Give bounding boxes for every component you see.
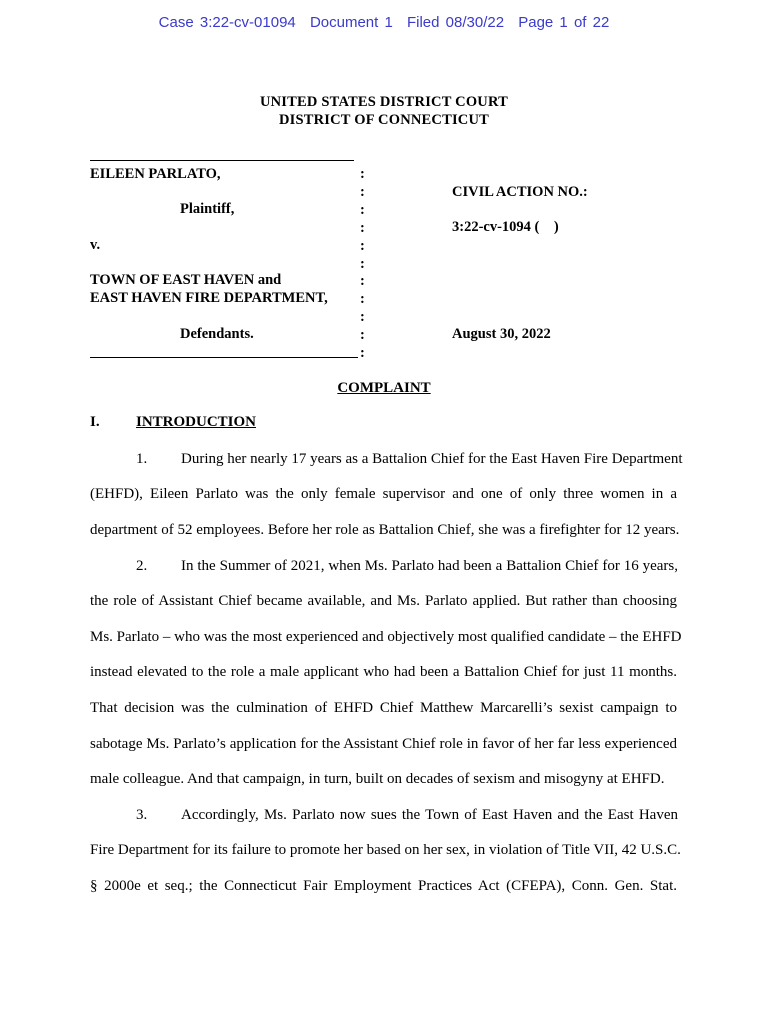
paragraph-number: 3. (136, 807, 148, 823)
paragraph-line: Fire Department for its failure to promote her based on her sex, in violation of Title VII, 42 U.S.C. (90, 842, 681, 858)
court-name: UNITED STATES DISTRICT COURT (259, 94, 509, 110)
caption-colon: : (360, 220, 365, 236)
paragraph-line: instead elevated to the role a male applicant who had been a Battalion Chief for just 11 months. (90, 664, 677, 680)
plaintiff-name: EILEEN PARLATO, (90, 166, 221, 182)
section-heading: INTRODUCTION (136, 414, 257, 430)
paragraph-line: Accordingly, Ms. Parlato now sues the Town of East Haven and the East Haven (181, 807, 678, 823)
caption-top-rule (90, 160, 354, 161)
section-number: I. (90, 414, 100, 430)
caption-colon: : (360, 202, 365, 218)
paragraph-line: (EHFD), Eileen Parlato was the only female supervisor and one of only three women in a (90, 486, 677, 502)
document-title: COMPLAINT (337, 380, 431, 396)
paragraph-line: That decision was the culmination of EHFD Chief Matthew Marcarelli’s sexist campaign to (90, 700, 677, 716)
paragraph-line: In the Summer of 2021, when Ms. Parlato had been a Battalion Chief for 16 years, (181, 558, 678, 574)
paragraph-line: department of 52 employees. Before her role as Battalion Chief, she was a firefighter for 12 years. (90, 522, 680, 538)
page-indicator: Page 1 of 22 (518, 14, 610, 31)
paragraph-line: During her nearly 17 years as a Battalion Chief for the East Haven Fire Department (181, 451, 683, 467)
caption-colon: : (360, 238, 365, 254)
case-header-stamp (0, 14, 768, 31)
paragraph-line: § 2000e et seq.; the Connecticut Fair Employment Practices Act (CFEPA), Conn. Gen. Stat. (90, 878, 677, 894)
civil-action-number: 3:22-cv-1094 ( ) (452, 219, 559, 235)
paragraph-line: Ms. Parlato – who was the most experienced and objectively most qualified candidate – the EHFD (90, 629, 682, 645)
caption-colon: : (360, 184, 365, 200)
defendant-line-2: EAST HAVEN FIRE DEPARTMENT, (90, 290, 328, 306)
filed-date: Filed 08/30/22 (406, 14, 505, 31)
paragraph-number: 1. (136, 451, 148, 467)
caption-colon: : (360, 273, 365, 289)
caption-colon: : (360, 291, 365, 307)
court-district: DISTRICT OF CONNECTICUT (278, 112, 490, 128)
case-number: Case 3:22-cv-01094 (158, 14, 296, 31)
paragraph-line: the role of Assistant Chief became available, and Ms. Parlato applied. But rather than choosing (90, 593, 677, 609)
caption-colon: : (360, 345, 365, 361)
caption-bottom-rule (90, 357, 358, 358)
defendant-role: Defendants. (180, 326, 254, 342)
civil-action-label: CIVIL ACTION NO.: (452, 184, 588, 200)
paragraph-line: male colleague. And that campaign, in turn, built on decades of sexism and misogyny at EHFD. (90, 771, 665, 787)
caption-colon: : (360, 256, 365, 272)
filing-date: August 30, 2022 (452, 326, 551, 342)
caption-colon: : (360, 327, 365, 343)
plaintiff-role: Plaintiff, (180, 201, 235, 217)
paragraph-line: sabotage Ms. Parlato’s application for the Assistant Chief role in favor of her far less experienced (90, 736, 677, 752)
caption-colon: : (360, 309, 365, 325)
paragraph-number: 2. (136, 558, 148, 574)
versus-label: v. (90, 237, 101, 253)
document-number: Document 1 (309, 14, 393, 31)
defendant-line-1: TOWN OF EAST HAVEN and (90, 272, 282, 288)
caption-colon: : (360, 166, 365, 182)
